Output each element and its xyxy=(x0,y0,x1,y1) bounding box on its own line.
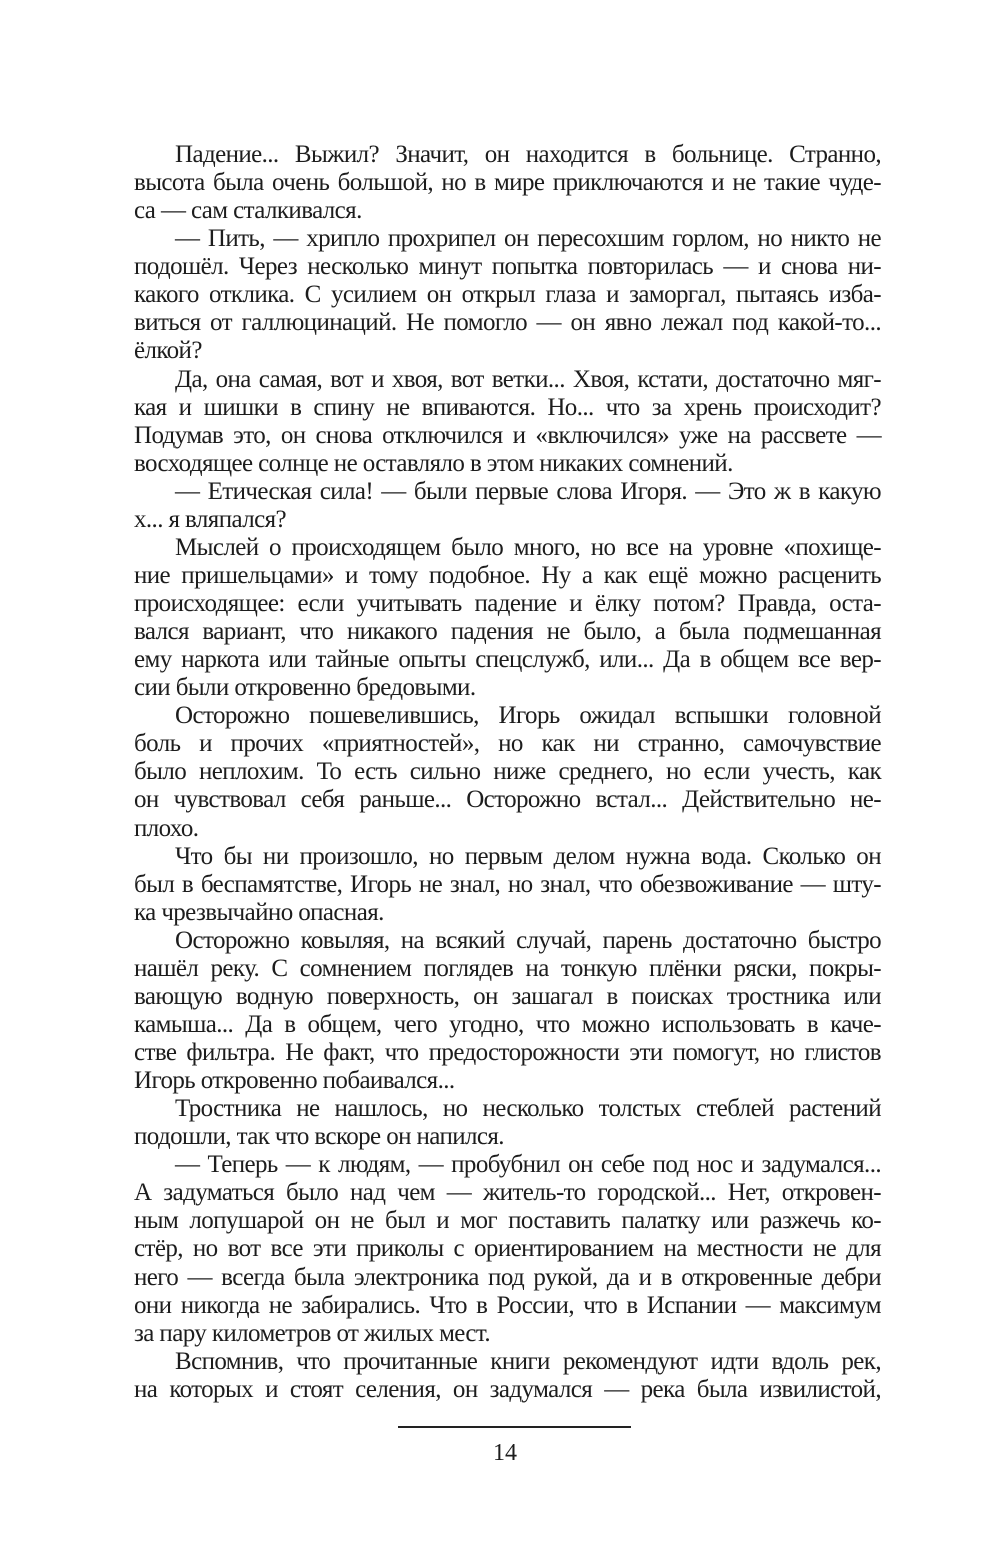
text-line: ему наркота или тайные опыты спецслужб, или... Да в общем все вер- xyxy=(134,646,881,674)
text-line: виться от галлюцинаций. Не помогло — он явно лежал под какой-то... xyxy=(134,309,881,337)
paragraph xyxy=(134,534,881,702)
text-line: высота была очень большой, но в мире приключаются и не такие чуде- xyxy=(134,169,881,197)
text-line: нашёл реку. С сомнением поглядев на тонкую плёнки ряски, покры- xyxy=(134,954,881,982)
text-line: А задуматься было над чем — житель-то городской... Нет, откровен- xyxy=(134,1179,881,1207)
text-line: стёр, но вот все эти приколы с ориентированием на местности не для xyxy=(134,1235,881,1263)
text-line: было неплохим. То есть сильно ниже среднего, но если учесть, как xyxy=(134,758,881,786)
paragraph xyxy=(134,1095,881,1151)
text-line: вающую водную поверхность, он зашагал в поисках тростника или xyxy=(134,982,881,1010)
paragraph xyxy=(134,478,881,534)
text-line: — Етическая сила! — были первые слова Игоря. — Это ж в какую xyxy=(175,477,881,505)
text-line: са — сам сталкивался. xyxy=(134,197,362,225)
text-line: плохо. xyxy=(134,814,199,842)
text-line: подошли, так что вскоре он напился. xyxy=(134,1123,504,1151)
paragraph xyxy=(134,702,881,842)
text-line: ние пришельцами» и тому подобное. Ну а как ещё можно расценить xyxy=(134,561,881,589)
text-line: — Пить, — хрипло прохрипел он пересохшим горлом, но никто не xyxy=(175,225,881,253)
text-line: него — всегда была электроника под рукой, да и в откровенные дебри xyxy=(134,1263,881,1291)
text-line: — Теперь — к людям, — пробубнил он себе под нос и задумался... xyxy=(175,1151,881,1179)
text-line: на которых и стоят селения, он задумался — река была извилистой, xyxy=(134,1375,881,1403)
text-line: восходящее солнце не оставляло в этом никаких сомнений. xyxy=(134,449,733,477)
text-line: ка чрезвычайно опасная. xyxy=(134,898,384,926)
text-line: Падение... Выжил? Значит, он находится в больнице. Странно, xyxy=(175,141,881,168)
paragraph xyxy=(134,927,881,1095)
paragraph xyxy=(134,141,881,225)
paragraph xyxy=(134,843,881,927)
paragraph xyxy=(134,1348,881,1404)
text-line: Тростника не нашлось, но несколько толстых стеблей растений xyxy=(175,1095,881,1123)
text-line: Игорь откровенно побаивался... xyxy=(134,1067,455,1095)
text-line: происходящее: если учитывать падение и ёлку потом? Правда, оста- xyxy=(134,590,881,617)
text-line: Осторожно ковыляя, на всякий случай, парень достаточно быстро xyxy=(175,926,881,954)
text-line: стве фильтра. Не факт, что предосторожности эти помогут, но глистов xyxy=(134,1039,881,1066)
text-line: он чувствовал себя раньше... Осторожно встал... Действительно не- xyxy=(134,786,881,814)
footer-rule xyxy=(398,1426,631,1428)
text-line: вался вариант, что никакого падения не было, а была подмешанная xyxy=(134,618,881,646)
paragraph xyxy=(134,366,881,478)
text-line: Вспомнив, что прочитанные книги рекомендуют идти вдоль рек, xyxy=(175,1347,881,1375)
text-line: ёлкой? xyxy=(134,337,202,365)
text-line: они никогда не забирались. Что в России, что в Испании — максимум xyxy=(134,1291,881,1319)
paragraph xyxy=(134,225,881,365)
text-line: Осторожно пошевелившись, Игорь ожидал вспышки головной xyxy=(175,702,881,730)
text-line: кая и шишки в спину не впиваются. Но... что за хрень происходит? xyxy=(134,393,881,421)
text-line: Подумав это, он снова отключился и «включился» уже на рассвете — xyxy=(134,421,881,449)
text-line: Мыслей о происходящем было много, но все на уровне «похище- xyxy=(175,533,881,561)
text-line: какого отклика. С усилием он открыл глаза и заморгал, пытаясь изба- xyxy=(134,281,881,309)
body-text xyxy=(134,141,881,1404)
paragraph xyxy=(134,1151,881,1347)
text-line: Что бы ни произошло, но первым делом нужна вода. Сколько он xyxy=(175,842,881,870)
text-line: подошёл. Через несколько минут попытка повторилась — и снова ни- xyxy=(134,253,881,281)
page-number: 14 xyxy=(493,1440,517,1466)
text-line: за пару километров от жилых мест. xyxy=(134,1319,490,1347)
text-line: был в беспамятстве, Игорь не знал, но знал, что обезвоживание — шту- xyxy=(134,870,881,898)
text-line: сии были откровенно бредовыми. xyxy=(134,674,476,702)
text-line: х... я вляпался? xyxy=(134,505,286,533)
text-line: ным лопушарой он не был и мог поставить палатку или разжечь ко- xyxy=(134,1207,881,1235)
text-line: боль и прочих «приятностей», но как ни странно, самочувствие xyxy=(134,730,881,758)
text-line: камыша... Да в общем, чего угодно, что можно использовать в каче- xyxy=(134,1010,881,1038)
text-line: Да, она самая, вот и хвоя, вот ветки... Хвоя, кстати, достаточно мяг- xyxy=(175,365,881,393)
